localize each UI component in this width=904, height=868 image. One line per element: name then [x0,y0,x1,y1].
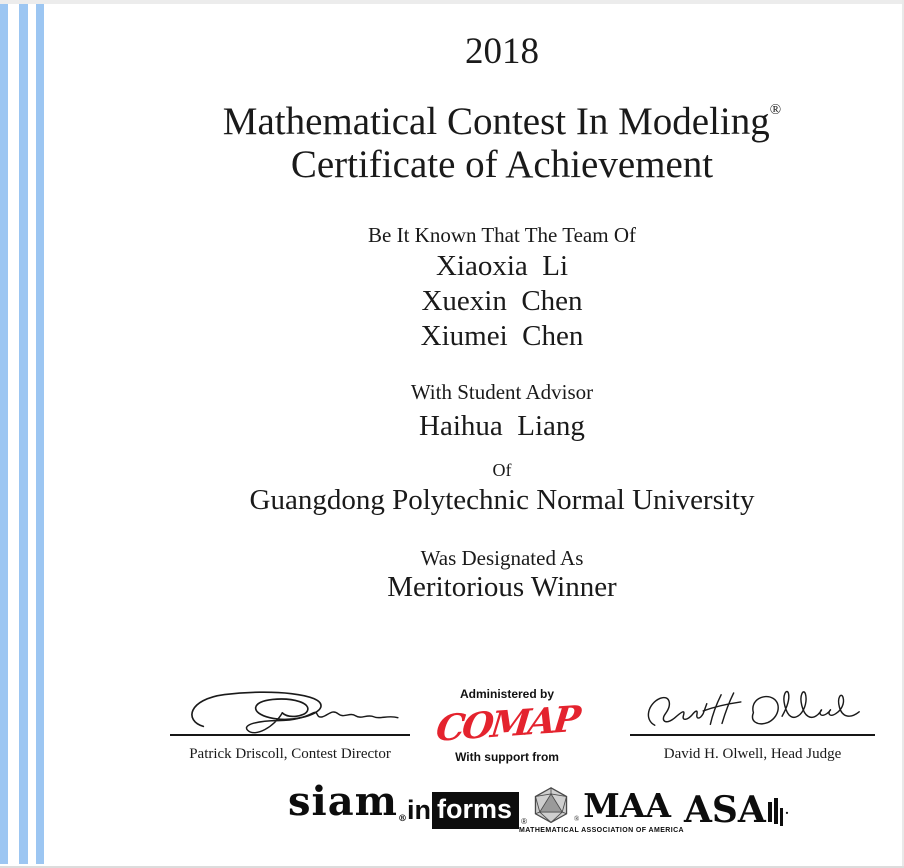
support-from-label: With support from [455,750,559,764]
advisor-name: Haihua Liang [419,410,585,442]
left-stripe-3 [36,4,44,864]
maa-logo-text: MAA [583,786,672,825]
team-member-name: Xuexin Chen [421,285,583,317]
contest-director-signature-block [170,684,410,763]
head-judge-signature-block [630,684,875,763]
certificate-year: 2018 [465,31,539,72]
window-top-edge [0,0,904,4]
siam-logo [288,777,407,839]
certificate-title [100,88,904,144]
administered-by-label: Administered by [459,687,555,701]
informs-logo-text-in: in [406,794,431,825]
siam-logo-text: siam [288,777,398,825]
left-stripe-2 [19,4,28,864]
informs-logo-text-forms: forms [432,792,519,829]
maa-icosahedron-icon [532,787,570,825]
institution-name: Guangdong Polytechnic Normal University [249,484,755,516]
comap-logo: COMAP [434,698,580,750]
contest-director-caption: Patrick Driscoll, Contest Director [189,746,391,762]
certificate-title-text: Mathematical Contest In Modeling [222,100,770,143]
certificate-subtitle: Certificate of Achievement [290,143,714,186]
designation-text: Meritorious Winner [387,571,617,603]
registered-trademark-mark: ® [397,813,407,824]
team-member-list [100,249,904,354]
asa-logo [684,789,790,831]
asa-bars-icon [768,796,784,826]
registered-trademark-mark: ® [769,102,782,118]
asa-logo-dot: . [784,803,790,817]
signature-line [170,734,410,736]
sponsor-logo-row [288,777,790,836]
comap-block [434,687,580,764]
asa-logo-text: ASA [684,789,766,831]
registered-trademark-mark: ® [573,814,580,823]
head-judge-caption: David H. Olwell, Head Judge [663,746,842,762]
left-stripe-1 [0,4,8,864]
team-member-name: Xiumei Chen [420,320,584,352]
team-member-name: Xiaoxia Li [435,250,569,282]
maa-logo-subtext: MATHEMATICAL ASSOCIATION OF AMERICA [518,826,684,834]
driscoll-signature-image [170,684,410,736]
registered-trademark-mark: ® [521,816,527,826]
designation-intro-text: Was Designated As [420,546,584,570]
maa-logo [519,787,684,834]
informs-logo [406,792,527,829]
team-intro-text: Be It Known That The Team Of [368,223,636,247]
olwell-signature-image [630,684,875,736]
of-label: Of [492,460,512,480]
advisor-intro-text: With Student Advisor [410,380,594,404]
signature-line [630,734,875,736]
